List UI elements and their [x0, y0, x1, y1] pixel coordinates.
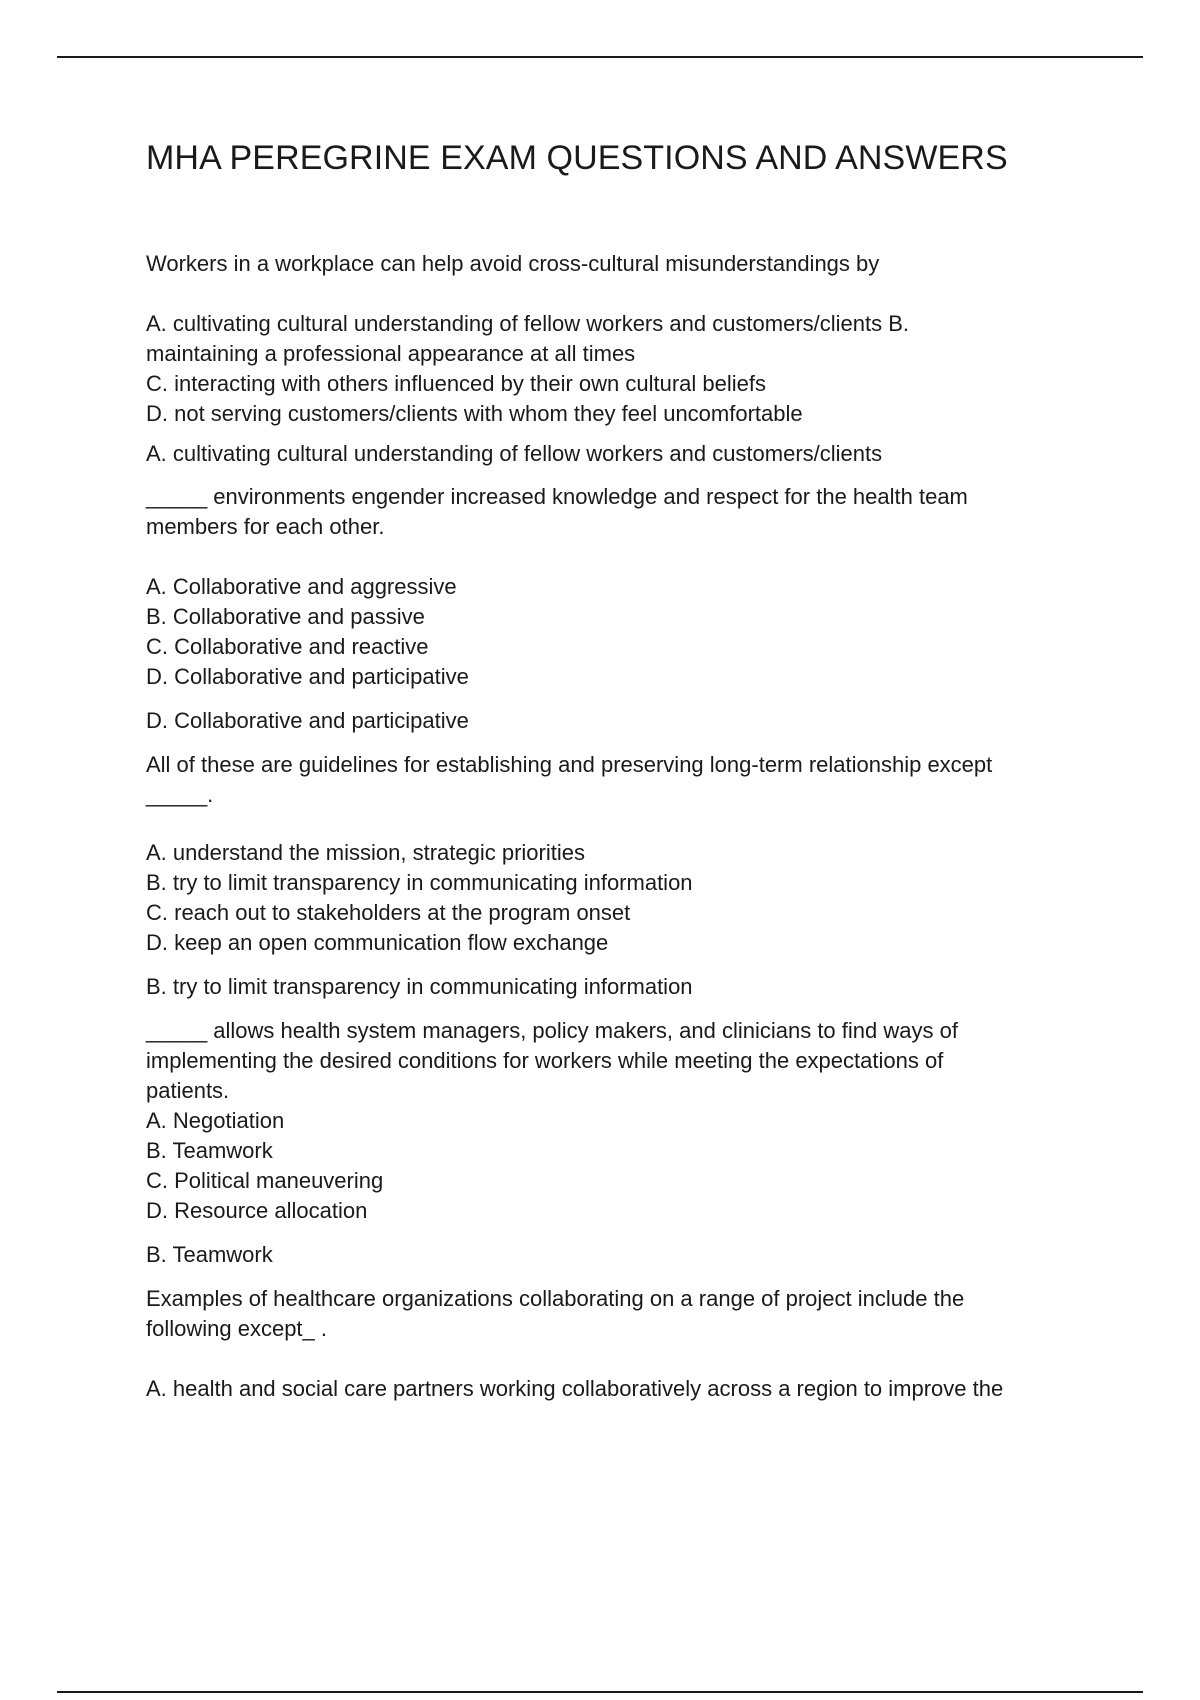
answer-text: B. Teamwork	[146, 1241, 273, 1267]
option-item: C. Collaborative and reactive	[146, 633, 429, 659]
question-text	[146, 482, 1106, 542]
answer-text: D. Collaborative and participative	[146, 707, 469, 733]
options-list	[146, 309, 1106, 429]
question-line: _____.	[146, 781, 214, 807]
options-list	[146, 838, 1106, 958]
question-text: Workers in a workplace can help avoid cross-cultural misunderstandings by	[146, 250, 880, 276]
option-item: A. cultivating cultural understanding of fellow workers and customers/clients B.	[146, 310, 910, 336]
option-item: C. Political maneuvering	[146, 1167, 384, 1193]
question-line: All of these are guidelines for establishing and preserving long-term relationship except	[146, 751, 993, 777]
option-item: maintaining a professional appearance at all times	[146, 340, 636, 366]
options-list	[146, 1374, 1106, 1404]
option-item: D. not serving customers/clients with whom they feel uncomfortable	[146, 400, 803, 426]
option-item: C. reach out to stakeholders at the program onset	[146, 899, 631, 925]
option-item: C. interacting with others influenced by their own cultural beliefs	[146, 370, 766, 396]
option-item: B. try to limit transparency in communicating information	[146, 869, 693, 895]
options-list	[146, 572, 1106, 692]
option-item: B. Collaborative and passive	[146, 603, 425, 629]
question-text	[146, 750, 1106, 810]
options-list	[146, 1106, 1106, 1226]
option-item: B. Teamwork	[146, 1137, 273, 1163]
option-item: A. Collaborative and aggressive	[146, 573, 457, 599]
question-line: following except_ .	[146, 1315, 327, 1341]
question-line: members for each other.	[146, 513, 385, 539]
bottom-rule	[57, 1691, 1143, 1693]
option-item: A. understand the mission, strategic priorities	[146, 839, 585, 865]
question-line: patients.	[146, 1077, 230, 1103]
document-title: MHA PEREGRINE EXAM QUESTIONS AND ANSWERS	[146, 139, 1008, 177]
option-item: A. health and social care partners working collaboratively across a region to improve the	[146, 1375, 1004, 1401]
question-line: _____ environments engender increased knowledge and respect for the health team	[146, 483, 968, 509]
question-line: _____ allows health system managers, policy makers, and clinicians to find ways of	[146, 1017, 958, 1043]
question-text	[146, 1284, 1106, 1344]
option-item: D. keep an open communication flow exchange	[146, 929, 609, 955]
document-body	[146, 138, 1106, 1404]
question-line: implementing the desired conditions for workers while meeting the expectations of	[146, 1047, 944, 1073]
option-item: D. Collaborative and participative	[146, 663, 469, 689]
top-rule	[57, 56, 1143, 58]
question-line: Examples of healthcare organizations collaborating on a range of project include the	[146, 1285, 965, 1311]
answer-text: B. try to limit transparency in communicating information	[146, 973, 693, 999]
option-item: A. Negotiation	[146, 1107, 285, 1133]
answer-text: A. cultivating cultural understanding of fellow workers and customers/clients	[146, 440, 883, 466]
question-text	[146, 1016, 1106, 1106]
option-item: D. Resource allocation	[146, 1197, 368, 1223]
